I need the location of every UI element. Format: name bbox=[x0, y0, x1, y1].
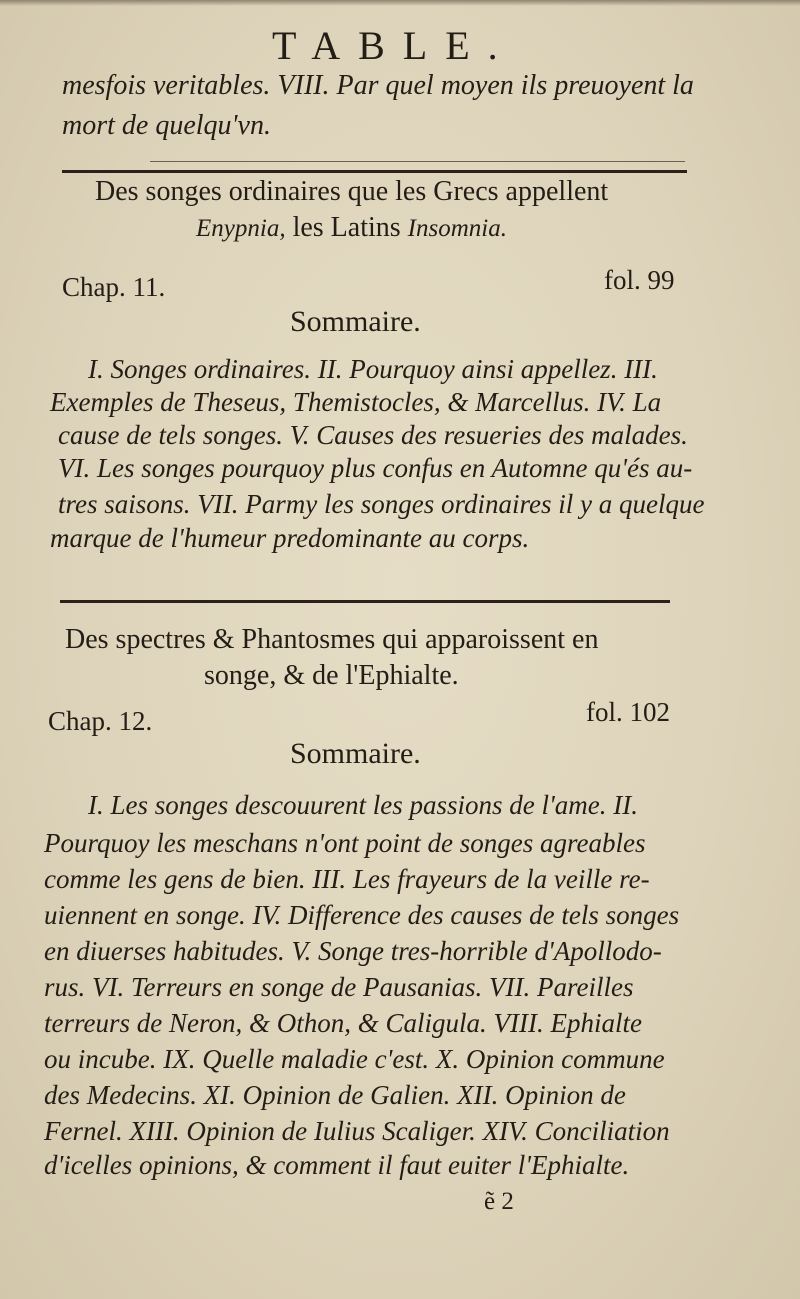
page-top-edge bbox=[0, 0, 800, 6]
summary-line: marque de l'humeur predominante au corps. bbox=[50, 523, 530, 553]
chapter-heading-line: songe, & de l'Ephialte. bbox=[204, 660, 459, 691]
sommaire-title: Sommaire. bbox=[290, 305, 421, 338]
chapter-heading-line: Des spectres & Phantosmes qui apparoissent en bbox=[65, 624, 599, 655]
chapter-label: Chap. 12. bbox=[48, 706, 153, 736]
folio-reference: fol. 99 bbox=[604, 265, 675, 295]
section-rule bbox=[60, 600, 670, 603]
sommaire-title: Sommaire. bbox=[290, 737, 421, 770]
heading-text: les Latins bbox=[292, 212, 401, 243]
prev-summary-line: mesfois veritables. VIII. Par quel moyen ils preuoyent la bbox=[62, 70, 694, 101]
summary-line: tres saisons. VII. Parmy les songes ordinaires il y a quelque bbox=[58, 489, 705, 519]
summary-line: cause de tels songes. V. Causes des resueries des malades. bbox=[58, 420, 688, 450]
summary-line: I. Songes ordinaires. II. Pourquoy ainsi appellez. III. bbox=[88, 354, 658, 384]
summary-line: VI. Les songes pourquoy plus confus en Automne qu'és au- bbox=[58, 453, 693, 483]
summary-line: en diuerses habitudes. V. Songe tres-horrible d'Apollodo- bbox=[44, 936, 662, 966]
summary-line: I. Les songes descouurent les passions de l'ame. II. bbox=[88, 790, 638, 820]
section-rule-thin bbox=[150, 161, 685, 162]
latin-term: Insomnia. bbox=[407, 215, 507, 242]
summary-line: d'icelles opinions, & comment il faut euiter l'Ephialte. bbox=[44, 1150, 630, 1180]
chapter-label: Chap. 11. bbox=[62, 272, 166, 302]
summary-line: rus. VI. Terreurs en songe de Pausanias. VII. Pareilles bbox=[44, 972, 634, 1002]
running-head: TABLE. bbox=[272, 23, 516, 68]
folio-reference: fol. 102 bbox=[586, 697, 670, 727]
section-rule bbox=[62, 170, 687, 173]
summary-line: des Medecins. XI. Opinion de Galien. XII. Opinion de bbox=[44, 1080, 626, 1110]
summary-line: Exemples de Theseus, Themistocles, & Marcellus. IV. La bbox=[50, 387, 662, 417]
greek-term: Enypnia, bbox=[196, 215, 286, 242]
signature-mark: ẽ 2 bbox=[484, 1188, 514, 1215]
prev-summary-line: mort de quelqu'vn. bbox=[62, 110, 271, 141]
summary-line: Fernel. XIII. Opinion de Iulius Scaliger. XIV. Conciliation bbox=[44, 1116, 670, 1146]
summary-line: uiennent en songe. IV. Difference des causes de tels songes bbox=[44, 900, 680, 930]
summary-line: terreurs de Neron, & Othon, & Caligula. VIII. Ephialte bbox=[44, 1008, 642, 1038]
chapter-heading-line bbox=[196, 212, 507, 244]
chapter-heading-line: Des songes ordinaires que les Grecs appellent bbox=[95, 176, 609, 207]
summary-line: ou incube. IX. Quelle maladie c'est. X. Opinion commune bbox=[44, 1044, 665, 1074]
summary-line: Pourquoy les meschans n'ont point de songes agreables bbox=[44, 828, 646, 858]
summary-line: comme les gens de bien. III. Les frayeurs de la veille re- bbox=[44, 864, 650, 894]
